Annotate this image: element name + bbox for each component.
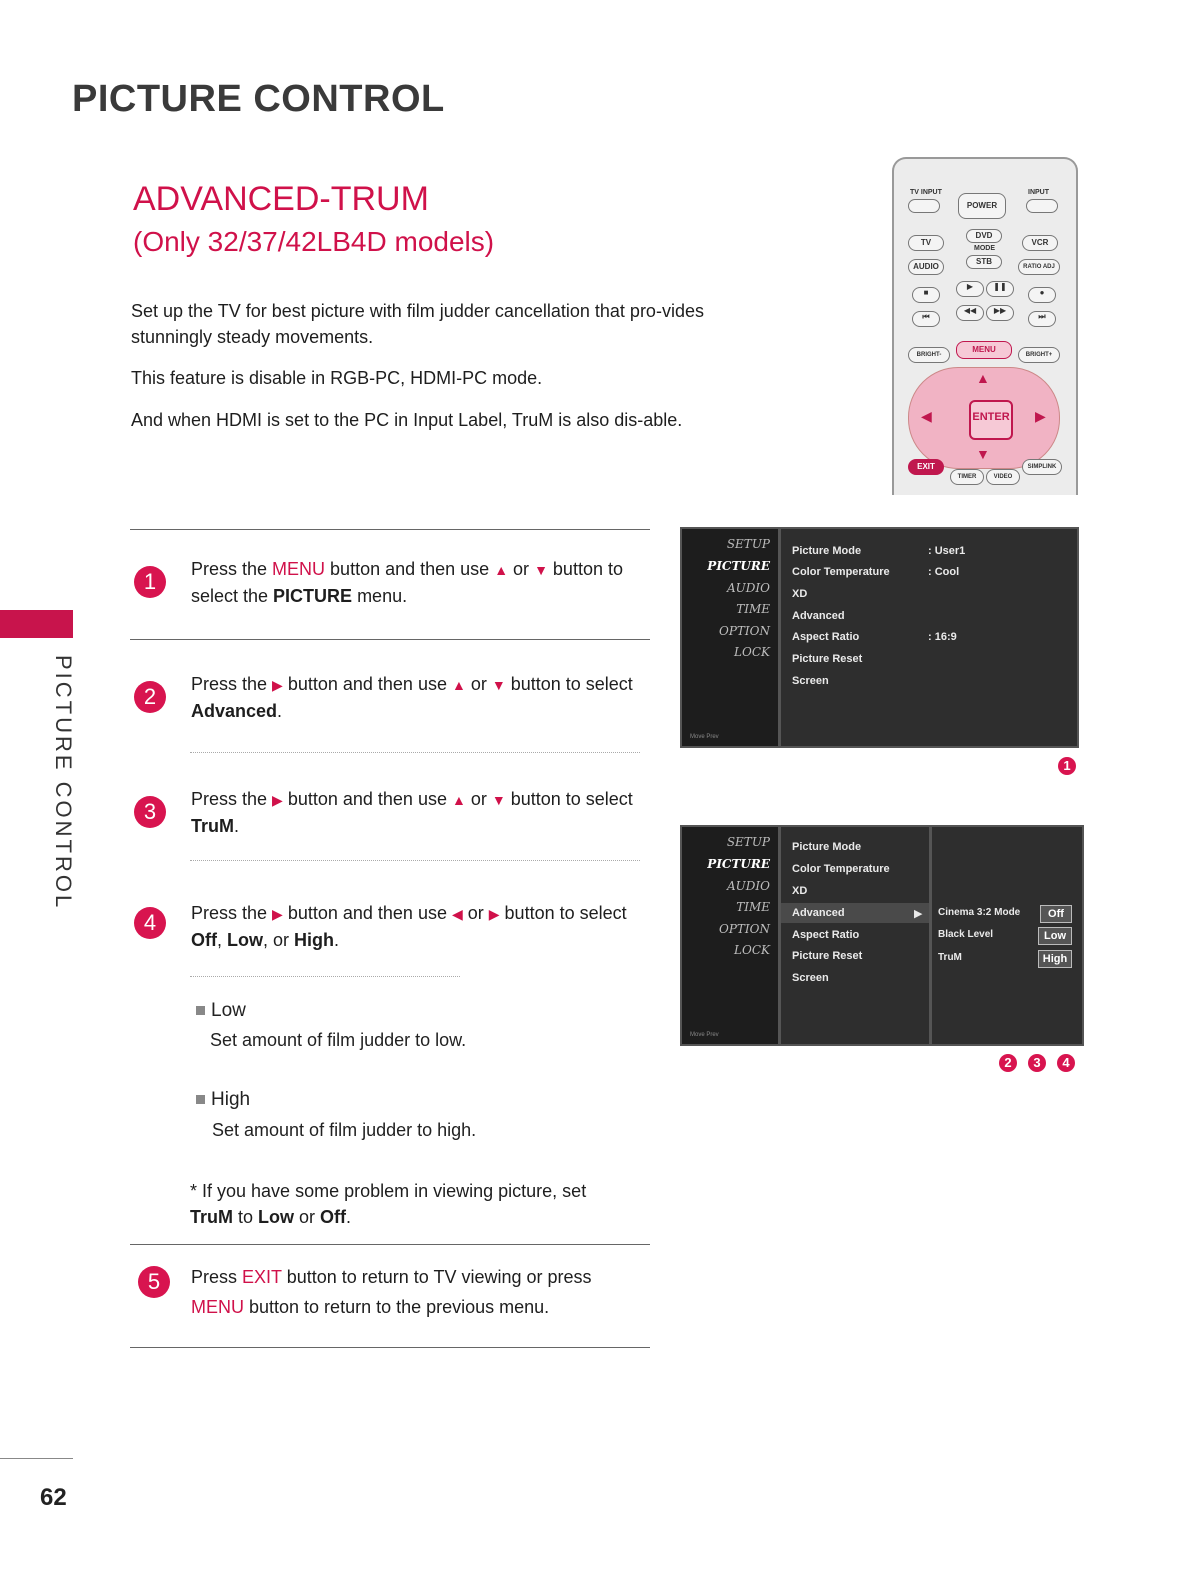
remote-ratio-button[interactable]: RATIO ADJ [1018,259,1060,275]
osd-item[interactable]: Screen [792,675,829,687]
osd-item[interactable]: Aspect Ratio [792,631,860,643]
remote-stop-button[interactable] [912,287,940,303]
osd-value: : Cool [928,566,960,578]
osd-category-audio[interactable]: AUDIO [727,581,770,595]
osd-item[interactable]: Advanced [792,610,845,622]
remote-timer-button[interactable]: TIMER [950,469,984,485]
osd-item[interactable]: Color Temperature [792,566,890,578]
remote-control [892,157,1078,495]
osd-value: : 16:9 [928,631,957,643]
osd-category-lock[interactable]: LOCK [734,943,770,957]
osd-sub-item-trum[interactable]: TruM [938,952,962,963]
remote-input-button[interactable] [1026,199,1058,213]
intro-paragraph-2: This feature is disable in RGB-PC, HDMI-PC mode. [131,368,543,388]
osd-item[interactable]: Picture Reset [792,653,863,665]
bullet-square-icon [196,1006,205,1015]
dpad-left-icon[interactable]: ◀ [921,408,932,424]
remote-record-button[interactable] [1028,287,1056,303]
divider-dotted [190,976,460,977]
osd-category-lock[interactable]: LOCK [734,645,770,659]
bullet-low-body: Set amount of film judder to low. [210,1030,467,1050]
divider-dotted [190,752,640,753]
step-3-badge: 3 [134,796,166,828]
remote-label-input: INPUT [1028,189,1049,196]
osd-screen-1 [680,527,1079,748]
remote-tv-button[interactable]: TV [908,235,944,251]
remote-menu-button[interactable]: MENU [956,341,1012,359]
figure-label-3: 3 [1028,1054,1046,1072]
osd-footer: Move Prev [690,1032,719,1038]
osd-screen-2 [680,825,1084,1046]
submenu-arrow-icon: ▶ [914,908,923,920]
osd-value: : User1 [928,545,966,557]
osd-item[interactable]: Screen [792,972,829,984]
osd-sub-item[interactable]: Cinema 3:2 Mode [938,907,1021,918]
step-4-badge: 4 [134,907,166,939]
dpad-up-icon[interactable]: ▲ [976,370,990,386]
osd-item[interactable]: Color Temperature [792,863,890,875]
osd-category-audio[interactable]: AUDIO [727,879,770,893]
dpad-down-icon[interactable]: ▼ [976,446,990,462]
osd-item[interactable]: Picture Mode [792,841,862,853]
section-title: ADVANCED-TRUM [133,180,429,218]
remote-pause-button[interactable] [986,281,1014,297]
remote-bright-minus-button[interactable]: BRIGHT- [908,347,950,363]
remote-skip-forward-button[interactable] [1028,311,1056,327]
osd-category-picture[interactable]: PICTURE [707,559,770,573]
remote-forward-button[interactable] [986,305,1014,321]
remote-stb-button[interactable]: STB [966,255,1002,269]
figure-label-2: 2 [999,1054,1017,1072]
remote-vcr-button[interactable]: VCR [1022,235,1058,251]
step-4-text: Press the ▶ button and then use ◀ or ▶ button to select Off, Low, or High. [191,903,627,950]
step-1-badge: 1 [134,566,166,598]
osd-sub-item[interactable]: Black Level [938,929,994,940]
osd-sub-value[interactable]: Low [1038,927,1072,945]
bullet-high-body: Set amount of film judder to high. [212,1120,477,1140]
osd-category-time[interactable]: TIME [736,602,770,616]
osd-category-option[interactable]: OPTION [719,922,770,936]
osd-item[interactable]: Picture Mode [792,545,862,557]
osd-item[interactable]: Aspect Ratio [792,929,860,941]
page-number-divider [0,1458,73,1459]
remote-power-button[interactable]: POWER [958,193,1006,219]
remote-audio-button[interactable]: AUDIO [908,259,944,275]
remote-tv-input-button[interactable] [908,199,940,213]
bullet-square-icon [196,1095,205,1104]
bullet-high-title: High [196,1089,250,1111]
step-1-text: Press the MENU button and then use ▲ or ▼ button to select the PICTURE menu. [191,559,623,606]
remote-simplink-button[interactable]: SIMPLINK [1022,459,1062,475]
osd-item[interactable]: XD [792,885,808,897]
osd-category-option[interactable]: OPTION [719,624,770,638]
remote-play-button[interactable] [956,281,984,297]
step-2-badge: 2 [134,681,166,713]
page-heading: PICTURE CONTROL [72,78,445,120]
figure-label-1: 1 [1058,757,1076,775]
osd-sub-value[interactable]: High [1038,950,1072,968]
osd-sub-value[interactable]: Off [1040,905,1072,923]
figure-label-4: 4 [1057,1054,1075,1072]
osd-category-setup[interactable]: SETUP [726,835,770,849]
remote-skip-back-button[interactable] [912,311,940,327]
step-3-text: Press the ▶ button and then use ▲ or ▼ button to select TruM. [191,789,633,836]
note-text: * If you have some problem in viewing picture, set TruM to Low or Off. [190,1181,587,1227]
step-5-badge: 5 [138,1266,170,1298]
divider-dotted [190,860,640,861]
osd-category-picture[interactable]: PICTURE [707,857,770,871]
play-icon: ▶ [966,282,974,291]
page-number: 62 [40,1484,67,1511]
remote-exit-button[interactable]: EXIT [908,459,944,475]
osd-submenu-divider [929,827,932,1044]
rewind-icon: ◀◀ [963,306,977,315]
side-tab-marker [0,610,73,638]
record-icon: ● [1039,288,1045,297]
side-label: PICTURE CONTROL [51,655,76,911]
osd-footer: Move Prev [690,734,719,740]
pause-icon: ❚❚ [993,282,1007,291]
osd-category-panel [682,529,778,746]
intro-paragraph-3: And when HDMI is set to the PC in Input Label, TruM is also dis-able. [131,410,683,430]
intro-paragraph-1: Set up the TV for best picture with film judder cancellation that pro-vides stunningly steady movements. [131,301,704,347]
osd-item[interactable]: Picture Reset [792,950,863,962]
osd-item-advanced[interactable]: Advanced [792,907,845,919]
stop-icon: ■ [923,288,929,297]
divider [130,1347,650,1348]
divider [130,529,650,530]
osd-divider [778,827,781,1044]
fast-forward-icon: ▶▶ [993,306,1007,315]
divider [130,1244,650,1245]
remote-label-tv-input: TV INPUT [910,189,942,196]
bullet-low-title: Low [196,1000,246,1022]
remote-enter-button[interactable]: ENTER [969,400,1013,440]
remote-bright-plus-button[interactable]: BRIGHT+ [1018,347,1060,363]
remote-dvd-button[interactable]: DVD [966,229,1002,243]
section-subtitle: (Only 32/37/42LB4D models) [133,226,495,257]
skip-back-icon: ⏮ [922,312,930,321]
osd-item[interactable]: XD [792,588,808,600]
remote-rewind-button[interactable] [956,305,984,321]
step-5-text: Press EXIT button to return to TV viewing or press MENU button to return to the previous menu. [191,1267,592,1317]
remote-video-button[interactable]: VIDEO [986,469,1020,485]
osd-category-setup[interactable]: SETUP [726,537,770,551]
dpad-right-icon[interactable]: ▶ [1035,408,1046,424]
step-2-text: Press the ▶ button and then use ▲ or ▼ button to select Advanced. [191,674,633,721]
divider [130,639,650,640]
osd-category-panel [682,827,778,1044]
skip-forward-icon: ⏭ [1038,312,1046,321]
osd-category-time[interactable]: TIME [736,900,770,914]
remote-dpad [908,367,1060,469]
remote-label-mode: MODE [974,245,995,252]
osd-divider [778,529,781,746]
